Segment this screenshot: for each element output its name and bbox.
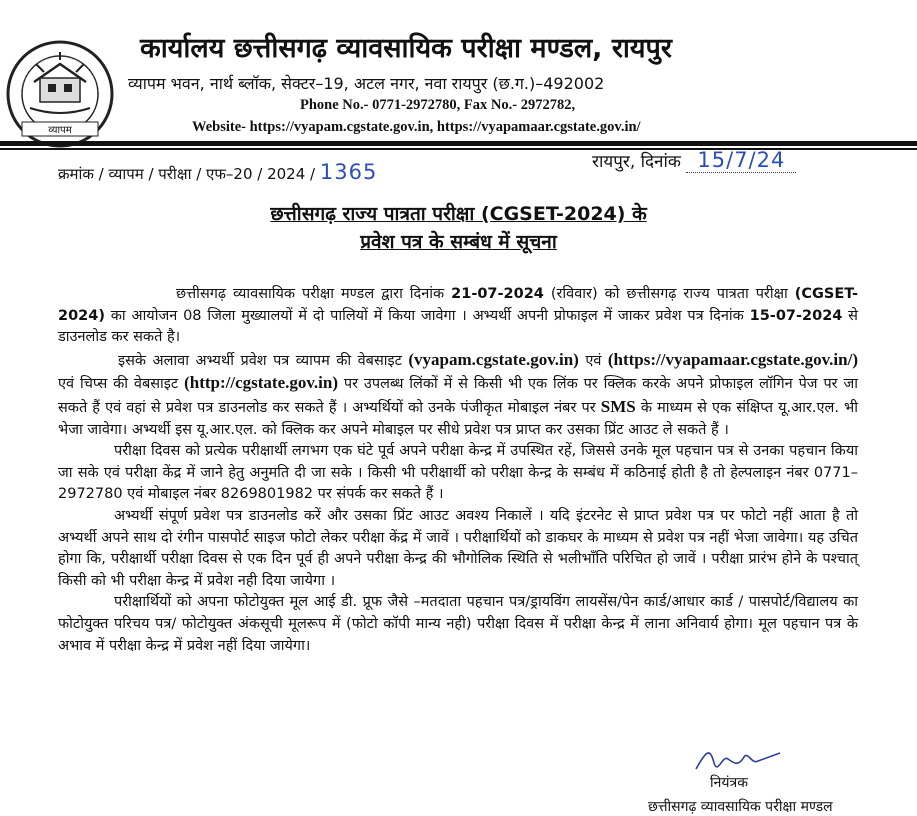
header-address: व्यापम भवन, नार्थ ब्लॉक, सेक्टर–19, अटल नगर, नवा रायपुर (छ.ग.)–492002	[128, 74, 605, 93]
paragraph-2: इसके अलावा अभ्यर्थी प्रवेश पत्र व्यापम की वेबसाइट (vyapam.cgstate.gov.in) एवं (https://vyapamaar.cgstate.gov.in/) एवं चिप्स की वेबसाइट (http://cgstate.gov.in) पर उपलब्ध लिंकों में से किसी भी एक लिंक पर क्लिक करके अपने प्रोफाइल लॉगिन पेज पर जा सकते हैं एवं वहां से प्रवेश पत्र डाउनलोड कर सकते हैं । अभ्यर्थियों को उनके पंजीकृत मोबाइल नंबर पर SMS के माध्यम से एक संक्षिप्त यू.आर.एल. भी भेजा जावेगा। अभ्यर्थी इस यू.आर.एल. को क्लिक कर अपने मोबाइल पर सीधे प्रवेश पत्र प्राप्त कर उसका प्रिंट आउट ले सकते हैं ।	[58, 349, 858, 438]
reference-prefix: क्रमांक / व्यापम / परीक्षा / एफ–20 / 2024 /	[58, 165, 316, 183]
header-website: Website- https://vyapam.cgstate.gov.in, https://vyapamaar.cgstate.gov.in/	[192, 119, 641, 135]
subject-line-2: प्रवेश पत्र के सम्बंध में सूचना	[360, 231, 557, 253]
website-link-chips: (http://cgstate.gov.in)	[184, 373, 339, 393]
signature-block	[640, 745, 890, 815]
reference-number	[58, 160, 377, 184]
logo-label: व्यापम	[48, 125, 72, 136]
signatory-title: नियंत्रक	[710, 775, 748, 791]
reference-handwritten-number: 1365	[319, 160, 378, 184]
paragraph-1: छत्तीसगढ़ व्यावसायिक परीक्षा मण्डल द्वारा दिनांक 21-07-2024 (रविवार) को छत्तीसगढ़ राज्य पात्रता परीक्षा (CGSET-2024) का आयोजन 08 जिला मुख्यालयों में दो पालियों में किया जावेगा । अभ्यर्थी अपनी प्रोफाइल में जाकर प्रवेश पत्र दिनांक 15-07-2024 से डाउनलोड कर सकते है।	[58, 286, 858, 346]
header-phone: Phone No.- 0771-2972780, Fax No.- 2972782,	[300, 97, 576, 113]
signatory-org: छत्तीसगढ़ व्यावसायिक परीक्षा मण्डल	[648, 799, 833, 815]
dateline	[592, 148, 796, 173]
date-handwritten: 15/7/24	[697, 148, 786, 172]
notice-body	[58, 284, 858, 657]
date-label: रायपुर, दिनांक	[592, 152, 681, 172]
paragraph-3: परीक्षा दिवस को प्रत्येक परीक्षार्थी लगभग एक घंटे पूर्व अपने परीक्षा केन्द्र में उपस्थित रहें, जिससे उनके मूल पहचान पत्र से उनका पहचान किया जा सके एवं परीक्षा केंद्र में जाने हेतु अनुमति दी जा सके । किसी भी परीक्षार्थी को परीक्षा केन्द्र के सम्बंध में कठिनाई होती है तो हेल्पलाइन नंबर 0771–2972780 एवं मोबाइल नंबर 8269801982 पर संपर्क कर सकते हैं ।	[58, 443, 858, 503]
website-link-vyapamaar: (https://vyapamaar.cgstate.gov.in/)	[607, 349, 858, 369]
paragraph-5: परीक्षार्थियों को अपना फोटोयुक्त मूल आई डी. प्रूफ जैसे –मतदाता पहचान पत्र/ड्रायविंग लायसेंस/पेन कार्ड/आधार कार्ड / पासपोर्ट/विद्यालय का फोटोयुक्त परिचय पत्र/ फोटोयुक्त अंकसूची मूलरूप में (फोटो कॉपी मान्य नही) परीक्षा दिवस में परीक्षा केन्द्र में लाना अनिवार्य होगा। मूल पहचान पत्र के अभाव में परीक्षा केन्द्र में प्रवेश नहीं दिया जायेगा।	[58, 594, 858, 654]
subject-line-1: छत्तीसगढ़ राज्य पात्रता परीक्षा (CGSET-2024) के	[270, 203, 647, 225]
paragraph-4: अभ्यर्थी संपूर्ण प्रवेश पत्र डाउनलोड करें और उसका प्रिंट आउट अवश्य निकालें । यदि इंटरनेट से प्राप्त प्रवेश पत्र पर फोटो नहीं आता है तो अभ्यर्थी अपने साथ दो रंगीन पासपोर्ट साइज फोटो लेकर परीक्षा केंद्र में जावें । परीक्षार्थियों को डाकघर के माध्यम से प्रवेश पत्र नहीं भेजा जावेगा। यह उचित होगा कि, परीक्षार्थी परीक्षा दिवस से एक दिन पूर्व ही अपने परीक्षा केन्द्र की भौगोलिक स्थिति से भलीभाँति परिचित हो जावें । परीक्षा प्रारंभ होने के पश्चात् किसी को भी परीक्षा केन्द्र में प्रवेश नही दिया जायेगा ।	[58, 507, 858, 589]
vyapam-logo	[4, 38, 116, 150]
header-title: कार्यालय छत्तीसगढ़ व्यावसायिक परीक्षा मण्डल, रायपुर	[140, 33, 672, 64]
website-link-vyapam: (vyapam.cgstate.gov.in)	[408, 349, 579, 369]
header-rule-thick	[0, 141, 917, 146]
subject-heading	[0, 200, 917, 256]
signature	[692, 745, 782, 775]
